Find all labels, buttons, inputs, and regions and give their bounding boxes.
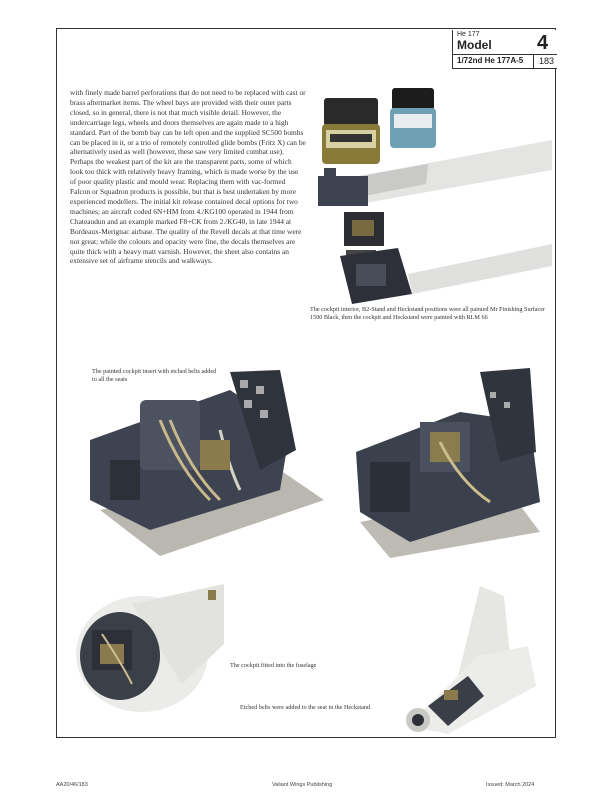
header-section-title: Model	[457, 38, 492, 52]
tail-section-illustration	[388, 586, 536, 734]
page-number: 183	[539, 56, 555, 66]
caption-cockpit-fitted: The cockpit fitted into the fuselage	[230, 662, 317, 669]
fuselage-nose-illustration	[72, 584, 224, 716]
header-vertical-divider	[533, 54, 534, 68]
photo-paint-jars-and-parts	[308, 84, 552, 306]
caption-cockpit-interior: The cockpit interior, B2-Stand and Heckstand positions were all painted Mr Finishing Surfacer 1500 Black, then the cockpit and Heckstand were painted with RLM 66	[310, 306, 545, 322]
footer-left: AA20/46/183	[56, 782, 88, 788]
header-chapter-number: 4	[537, 32, 549, 54]
caption-painted-insert: The painted cockpit insert with etched belts added to all the seats	[92, 368, 217, 384]
header-subtitle: 1/72nd He 177A-5	[457, 56, 524, 65]
paint-and-parts-illustration	[308, 84, 552, 306]
body-text: with finely made barrel perforations that do not need to be replaced with cast or brass aftermarket items. The wheel bays are provided with their outer parts closed, so in general, there is not that much visible detail. However, the undercarriage legs, wheels and doors themselves are again made to a high standard. Part of the bomb bay can be left open and the supplied SC500 bombs can be placed in it, or a trio of remotely controlled glide bombs (Fritz X) can be alternatively used as well (however, these saw very limited combat use). Perhaps the weakest part of the kit are the transparent parts, some of which look too thick with relatively heavy framing, which is made worse by the use of poor quality plastic and mould wear. Replacing them with vac-formed Falcon or Squadron products is possible, but that is best undertaken by more experienced modellers. The initial kit release contained decal options for two machines; an aircraft coded 6N+HM from 4./KG100 operated in 1944 from Chateaudun and an example marked F8+CK from 2./KG40, in late 1944 at Bordeaux-Merignac airbase. The quality of the Revell decals at that time were not great; while the colours and opacity were fine, the decals themselves are quite thick with a heavy matt varnish. However, the sheet also contains an extensive set of airframe stencils and walkways.	[70, 88, 306, 266]
photo-painted-cockpit-insert	[80, 360, 324, 560]
footer-right: Issued: March 2024	[486, 782, 535, 788]
cockpit-detail-illustration	[350, 362, 546, 562]
header-divider	[453, 54, 557, 55]
photo-cockpit-insert-detail	[350, 362, 546, 562]
photo-cockpit-fitted-fuselage	[72, 584, 224, 716]
caption-etched-belts: Etched belts were added to the seat in the Heckstand	[240, 704, 371, 711]
header-aircraft-label: He 177	[457, 31, 480, 38]
cockpit-insert-illustration	[80, 360, 324, 560]
photo-heckstand-tail	[388, 586, 536, 734]
chapter-header	[452, 30, 557, 69]
footer-center: Valiant Wings Publishing	[272, 782, 333, 788]
